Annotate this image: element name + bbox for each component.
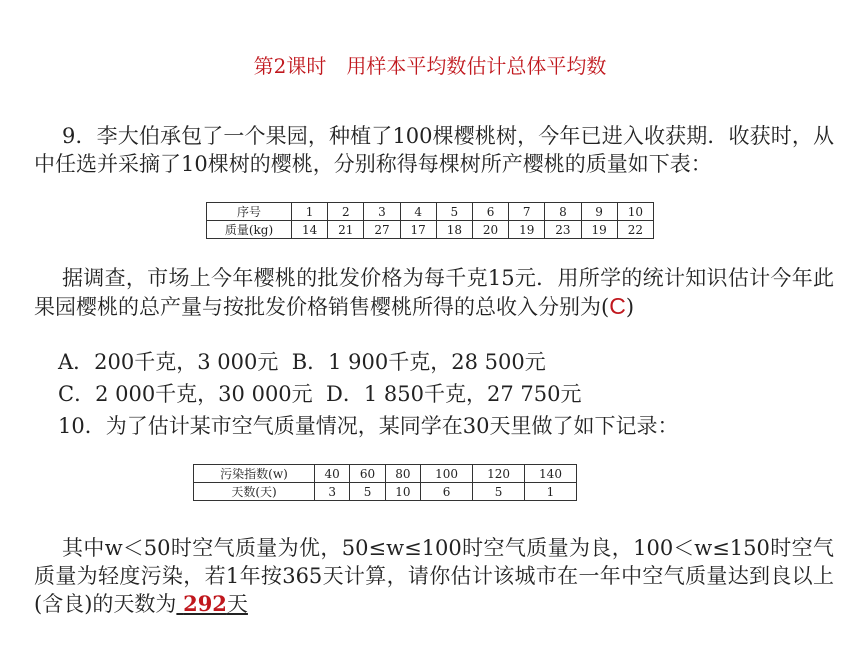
table-cell: 1 [292, 203, 328, 221]
table-cell: 27 [364, 221, 400, 239]
table-header-cell: 污染指数(w) [194, 465, 315, 483]
table-cell: 6 [472, 203, 508, 221]
table-row [194, 465, 577, 483]
option-line-ab: A．200千克，3 000元 B．1 900千克，28 500元 [58, 350, 546, 374]
table-cell: 14 [292, 221, 328, 239]
table-cell: 1 [525, 483, 577, 501]
table-cell: 19 [581, 221, 617, 239]
table-cell: 80 [385, 465, 420, 483]
table-cell: 6 [421, 483, 473, 501]
table-cell: 23 [545, 221, 581, 239]
table-cell: 8 [545, 203, 581, 221]
table-cell: 10 [617, 203, 653, 221]
question-10-stem-text: 其中w＜50时空气质量为优，50≤w≤100时空气质量为良，100＜w≤150时空气质量为轻度污染，若1年按365天计算，请你估计该城市在一年中空气质量达到良以上(含良)的天数为 [34, 536, 834, 616]
question-9-stem [34, 264, 834, 321]
table-header-cell: 质量(kg) [207, 221, 292, 239]
table-cherry-weight [206, 202, 654, 239]
table-cell: 7 [509, 203, 545, 221]
answer-10-unit: 天 [226, 592, 248, 616]
question-9-text: 9．李大伯承包了一个果园，种植了100棵樱桃树，今年已进入收获期．收获时，从中任选并采摘了10棵树的樱桃，分别称得每棵树所产樱桃的质量如下表： [34, 124, 834, 176]
page-title: 第2课时 用样本平均数估计总体平均数 [253, 54, 607, 78]
table-cell: 100 [421, 465, 473, 483]
table-row [194, 483, 577, 501]
table-cell: 5 [350, 483, 385, 501]
table-cell: 9 [581, 203, 617, 221]
answer-10: 292 [183, 591, 227, 616]
table-cell: 17 [400, 221, 436, 239]
table-cell: 5 [436, 203, 472, 221]
table-cell: 21 [328, 221, 364, 239]
table-cell: 20 [472, 221, 508, 239]
table-cell: 40 [315, 465, 350, 483]
table-cell: 3 [364, 203, 400, 221]
table-row [207, 221, 654, 239]
question-10-stem [34, 534, 834, 618]
answer-9: C [609, 293, 626, 319]
table-header-cell: 序号 [207, 203, 292, 221]
answer-10-blank [176, 592, 248, 616]
question-9-stem-text: 据调查，市场上今年樱桃的批发价格为每千克15元．用所学的统计知识估计今年此果园樱桃的总产量与按批发价格销售樱桃所得的总收入分别为( [34, 266, 834, 319]
table-cell: 10 [385, 483, 420, 501]
table-cell: 60 [350, 465, 385, 483]
table-cell: 140 [525, 465, 577, 483]
table-cell: 22 [617, 221, 653, 239]
table-cell: 2 [328, 203, 364, 221]
table-air-quality [193, 464, 577, 501]
table-header-cell: 天数(天) [194, 483, 315, 501]
table-cell: 5 [473, 483, 525, 501]
table-cell: 4 [400, 203, 436, 221]
question-10-text: 10．为了估计某市空气质量情况，某同学在30天里做了如下记录： [58, 414, 679, 438]
table-cell: 19 [509, 221, 545, 239]
table-cell: 18 [436, 221, 472, 239]
table-row [207, 203, 654, 221]
table-cell: 3 [315, 483, 350, 501]
table-cell: 120 [473, 465, 525, 483]
question-9-bracket: ) [625, 295, 635, 319]
option-line-cd: C．2 000千克，30 000元 D．1 850千克，27 750元 [58, 382, 582, 406]
